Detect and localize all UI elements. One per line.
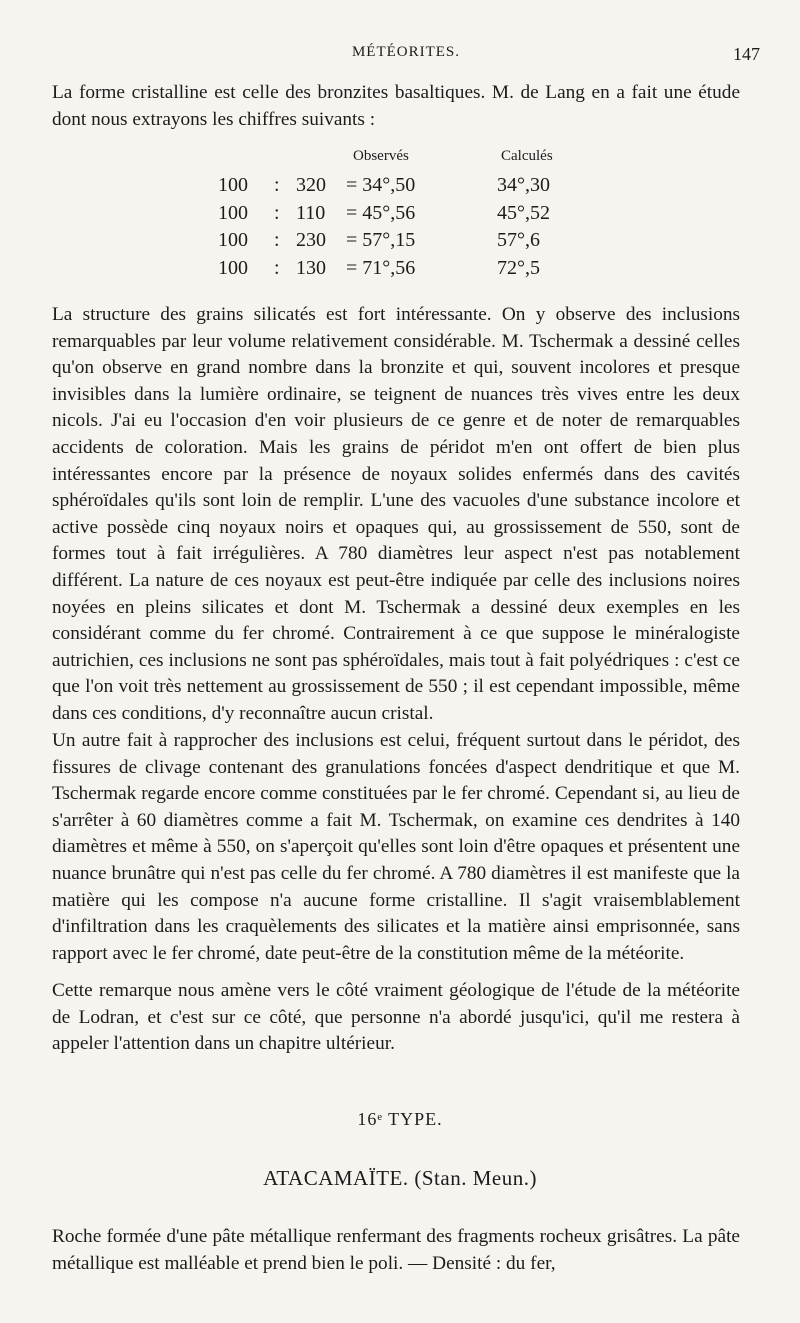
body-paragraph-dendrites: Un autre fait à rapprocher des inclusions est celui, fréquent surtout dans le péridot, des fissures de clivage contenant des granulations foncées d'aspect dendritique et que M. Tschermak regarde encore comme constituées par le fer chromé. Cependant si, au lieu de s'arrêter à 60 diamètres comme a fait M. Tschermak, on examine ces dendrites à 140 diamètres et même à 550, on s'aperçoit qu'elles sont loin d'être opaques et présentent une nuance brunâtre qui n'est pas celle du fer chromé. A 780 diamètres il est manifeste que la matière qui les compose n'a aucune forme cristalline. Il s'agit vraisemblablement d'infiltration dans les craquèlements des silicates et la matière ainsi emprisonnée, sans rapport avec le fer chromé, date peut-être de la constitution même de la météorite. — [52, 730, 740, 964]
page-header — [52, 44, 760, 68]
calculated-cell: 34°,30 — [497, 174, 550, 196]
separator-cell: : — [274, 174, 280, 196]
separator-cell: : — [274, 256, 280, 279]
angle-table-header — [218, 148, 598, 174]
column-header-observed: Observés — [353, 148, 409, 164]
face-cell: 100 — [218, 174, 248, 196]
species-title: ATACAMAÏTE. (Stan. Meun.) — [263, 1166, 537, 1190]
separator-cell: : — [274, 201, 280, 224]
column-header-calculated: Calculés — [501, 148, 553, 164]
plane-cell: 110 — [296, 201, 326, 224]
separator-cell: : — [274, 229, 280, 251]
type-heading: 16ᵉ TYPE. — [357, 1109, 443, 1129]
running-head: MÉTÉORITES. — [351, 44, 461, 60]
table-row — [218, 229, 598, 257]
plane-cell: 320 — [296, 174, 326, 196]
table-row — [218, 174, 598, 202]
body-paragraph-conclusion: Cette remarque nous amène vers le côté vraiment géologique de l'étude de la météorite de Lodran, et c'est sur ce côté, que personne n'a abordé jusqu'ici, qu'il me restera à appeler l'attention dans un chapitre ultérieur. — [52, 980, 740, 1055]
page-number: 147 — [733, 44, 760, 64]
face-cell: 100 — [218, 256, 248, 279]
observed-cell: = 34°,50 — [346, 174, 416, 196]
plane-cell: 130 — [296, 256, 326, 279]
observed-cell: = 45°,56 — [346, 201, 416, 224]
face-cell: 100 — [218, 229, 248, 251]
table-row — [218, 257, 598, 285]
calculated-cell: 45°,52 — [497, 201, 550, 224]
table-row — [218, 202, 598, 230]
face-cell: 100 — [218, 201, 248, 224]
angle-table — [218, 148, 598, 284]
calculated-cell: 57°,6 — [497, 229, 540, 251]
species-description: Roche formée d'une pâte métallique renfermant des fragments rocheux grisâtres. La pâte métallique est malléable et prend bien le poli. — Densité : du fer, — [52, 1226, 740, 1274]
observed-cell: = 71°,56 — [346, 256, 416, 279]
intro-paragraph: La forme cristalline est celle des bronzites basaltiques. M. de Lang en a fait une étude dont nous extrayons les chiffres suivants : — [52, 82, 740, 130]
observed-cell: = 57°,15 — [346, 229, 416, 251]
body-paragraph-structure: La structure des grains silicatés est fort intéressante. On y observe des inclusions remarquables par leur volume relativement considérable. M. Tschermak a dessiné celles qu'on observe en grand nombre dans la bronzite et qui, souvent incolores et presque invisibles dans la lumière ordinaire, se teignent de nuances très vives entre les deux nicols. J'ai eu l'occasion d'en voir plusieurs de ce genre et de noter de remarquables accidents de coloration. Mais les grains de péridot m'en ont offert de bien plus intéressantes encore par la présence de noyaux solides enfermés dans des cavités sphéroïdales qu'ils sont loin de remplir. L'une des vacuoles d'une substance incolore et active possède cinq noyaux noirs et opaques qui, au grossissement de 550, sont de formes tout à fait irrégulières. A 780 diamètres leur aspect n'est pas notablement différent. La nature de ces noyaux est peut-être indiquée par celle des inclusions noires noyées en pleins silicates et dont M. Tschermak a dessiné deux exemples en les considérant comme du fer chromé. Contrairement à ce que suppose le minéralogiste autrichien, ces inclusions ne sont pas sphéroïdales, mais tout à fait polyédriques : c'est ce que l'on voit très nettement au grossissement de 550 ; il est cependant impossible, même dans ces conditions, d'y reconnaître aucun cristal. — [52, 304, 740, 724]
plane-cell: 230 — [296, 229, 326, 251]
calculated-cell: 72°,5 — [497, 256, 540, 279]
